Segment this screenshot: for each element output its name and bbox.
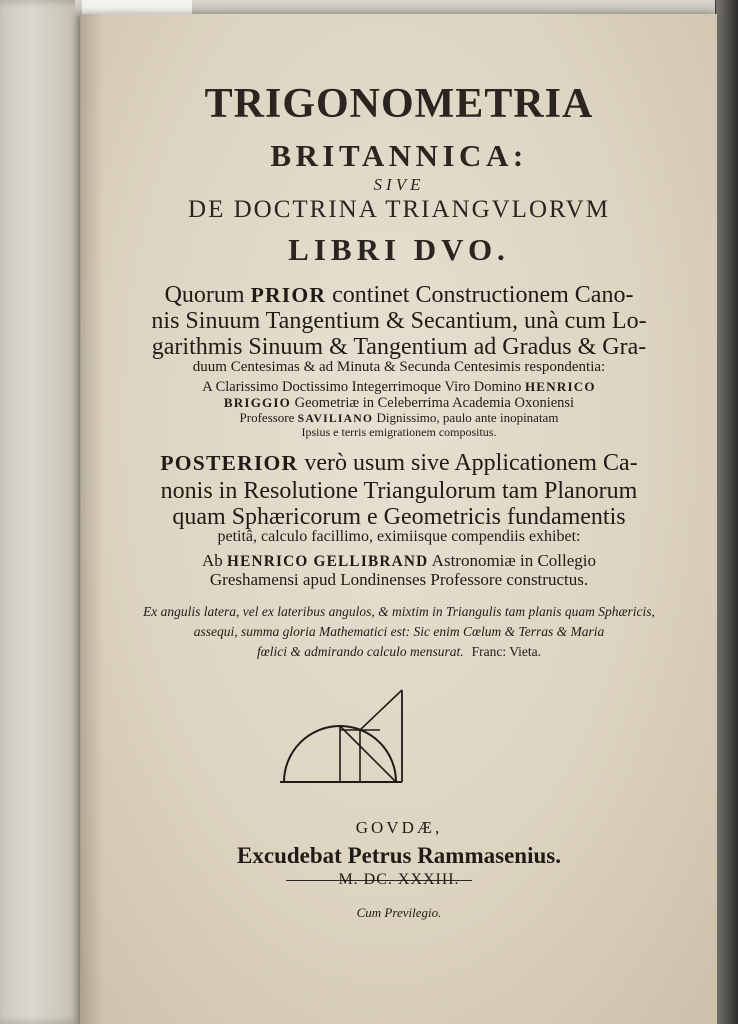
dedication-name-last: BRIGGIO xyxy=(223,395,292,410)
trigonometric-diagram-icon xyxy=(276,684,406,796)
title-page xyxy=(80,14,717,1024)
dedication-name-first: HENRICO xyxy=(524,379,596,394)
imprint-printer: Excudebat Petrus Rammasenius. xyxy=(237,843,561,868)
author-line-1-a: Ab xyxy=(201,551,227,570)
posterior-line-1 xyxy=(81,450,717,477)
right-background-edge xyxy=(716,0,738,1024)
quote-line-3-text: fœlici & admirando calculo mensurat. xyxy=(256,644,464,659)
book-title-sub: BRITANNICA: xyxy=(270,138,528,173)
imprint-city: GOVDÆ, xyxy=(355,818,443,837)
prior-line-1 xyxy=(81,282,717,309)
book-volume-count: LIBRI DVO. xyxy=(288,232,510,267)
prior-line-2: nis Sinuum Tangentium & Secantium, unà cum Lo- xyxy=(151,308,647,334)
posterior-line-3: quam Sphæricorum e Geometricis fundamentis xyxy=(172,504,626,530)
dedication-savilian: SAVILIANO xyxy=(297,412,374,425)
prior-keyword: PRIOR xyxy=(250,283,327,307)
dedication-line-3-a: Professore xyxy=(239,410,298,425)
dedication-line-4: Ipsius e terris emigrationem compositus. xyxy=(301,425,497,439)
prior-line-1-a: Quorum xyxy=(164,282,251,308)
posterior-line-1-b: verò usum sive Applicationem Ca- xyxy=(298,450,638,476)
posterior-keyword: POSTERIOR xyxy=(160,451,299,475)
book-subtitle: DE DOCTRINA TRIANGVLORVM xyxy=(188,196,610,223)
posterior-line-2: nonis in Resolutione Triangulorum tam Planorum xyxy=(160,478,638,504)
book-title-sive: SIVE xyxy=(373,175,425,194)
quote-author: Franc: Vieta. xyxy=(471,644,542,659)
prior-line-4: duum Centesimas & ad Minuta & Secunda Centesimis respondentia: xyxy=(192,359,606,375)
imprint-year: M. DC. XXXIII. xyxy=(338,871,460,888)
quote-line-3 xyxy=(81,644,717,660)
facing-page-left xyxy=(0,0,90,1024)
dedication-line-1-a: A Clarissimo Doctissimo Integerrimoque Viro Domino xyxy=(202,379,525,395)
prior-line-3: garithmis Sinuum & Tangentium ad Gradus & Gra- xyxy=(151,334,647,360)
imprint-privilege: Cum Previlegio. xyxy=(356,905,442,920)
author-line-1 xyxy=(81,551,717,571)
author-line-1-c: Astronomiæ in Collegio xyxy=(428,551,597,570)
quote-line-2: assequi, summa gloria Mathematici est: Sic enim Cœlum & Terras & Maria xyxy=(193,624,605,639)
book-title-main: TRIGONOMETRIA xyxy=(204,81,594,127)
dedication-line-3-c: Dignissimo, paulo ante inopinatam xyxy=(373,410,559,425)
author-name: HENRICO GELLIBRAND xyxy=(227,553,429,570)
posterior-line-4: petitâ, calculo facillimo, eximiisque compendiis exhibet: xyxy=(217,528,581,545)
prior-line-1-c: continet Constructionem Cano- xyxy=(326,282,634,308)
dedication-line-2-b: Geometriæ in Celeberrima Academia Oxoniensi xyxy=(291,395,575,411)
dedication-line-1 xyxy=(81,379,717,396)
quote-line-1: Ex angulis latera, vel ex lateribus angulos, & mixtim in Triangulis tam planis quam Sphæricis, xyxy=(143,604,655,619)
author-line-2: Greshamensi apud Londinenses Professore constructus. xyxy=(209,570,589,589)
dedication-line-3 xyxy=(81,410,717,426)
